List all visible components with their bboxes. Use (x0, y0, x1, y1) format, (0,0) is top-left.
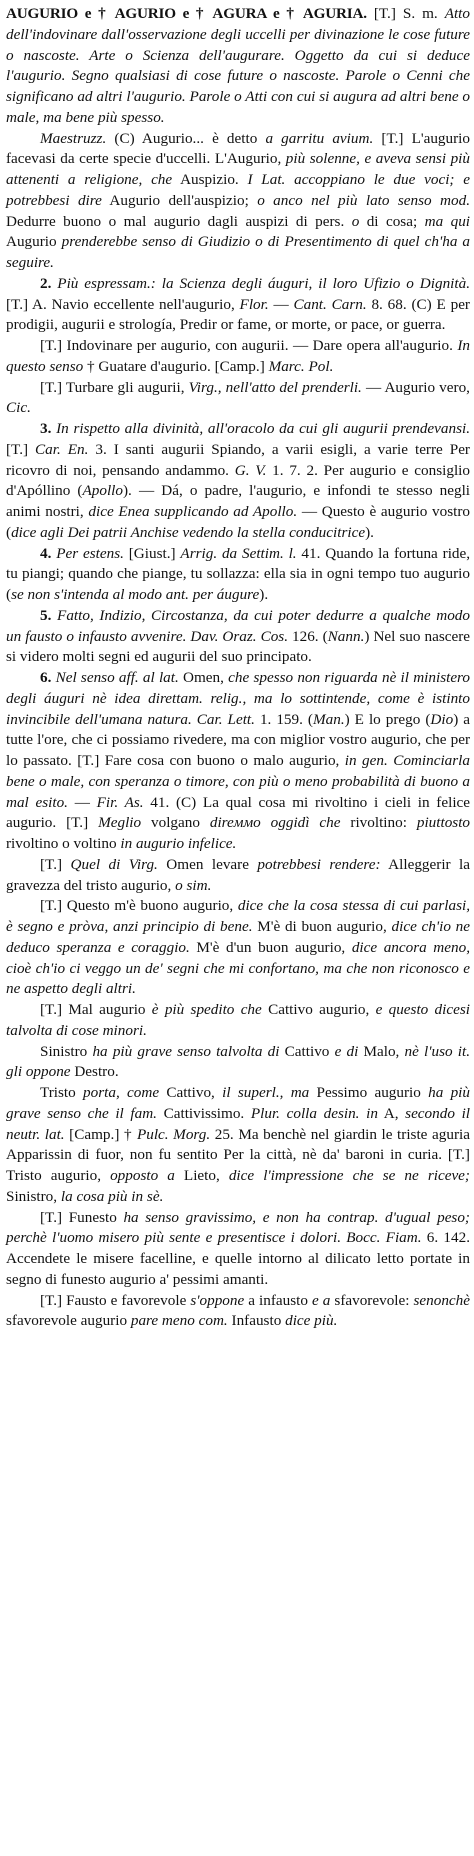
text-run: M'è di buon augurio, (252, 918, 392, 935)
text-run: Auspizio. (172, 171, 248, 188)
text-run: ha senso gravissimo, e non ha contrap. d'ugual peso; perchè l'uomo misero più sente e presentisce i dolori. (6, 1208, 470, 1247)
text-run: opposto a (110, 1167, 175, 1184)
text-run: Quel di Virg. (70, 855, 158, 873)
text-run: direммо (209, 814, 261, 832)
text-run: è più spedito che (151, 1001, 262, 1018)
entry-paragraph (6, 606, 470, 668)
text-run: Infausto (227, 1312, 286, 1330)
text-run: Fatto, Indizio, Circostanza, da cui poter dedurre a qualche modo un fausto o infausto avvenire. (6, 606, 470, 645)
text-run: 1. 7. 2. Per augurio e consiglio d'Apóllino ( (6, 461, 470, 500)
text-run (261, 814, 271, 831)
text-run: pare meno com. (130, 1312, 228, 1330)
text-run: [T.] Mal augurio (40, 1001, 152, 1018)
text-run: — (268, 295, 294, 313)
text-run: più solenne, e aveva sensi più attenenti a religione, che (6, 150, 470, 188)
entry-paragraph (6, 668, 470, 855)
text-run: dice Enea supplicando ad Apollo. (88, 503, 298, 520)
text-run: prenderebbe senso di Giudizio o di Presentimento di quel ch'ha a seguire. (6, 233, 470, 271)
text-run: Alleggerir la gravezza del tristo augurio, (6, 855, 470, 894)
text-run: Virg., nell'atto del prenderli. (188, 378, 362, 396)
text-run: ). (365, 523, 374, 541)
text-run: s'oppone (190, 1291, 245, 1309)
sense-number: 6. (40, 669, 52, 686)
text-run: Augurio (6, 233, 62, 251)
text-run: senonchè (413, 1291, 471, 1309)
text-run: 1. 159. ( (254, 710, 313, 728)
text-run: sfavorevole: (330, 1291, 414, 1309)
text-run: Bocc. Fiam. (346, 1229, 422, 1247)
entry-paragraph (6, 1000, 470, 1042)
text-run: oggidì che (270, 814, 341, 832)
sense-number: 5. (40, 606, 52, 624)
text-run: potrebbesi rendere: (257, 855, 381, 873)
text-run: Nann. (327, 627, 365, 645)
text-run: [T.] Indovinare per augurio, con augurii. — Dare opera all'augurio. (40, 337, 458, 354)
text-run: [T.] Fausto e favorevole (40, 1291, 191, 1309)
text-run: volgano (141, 814, 210, 832)
text-run: — Augurio vero, (361, 378, 470, 396)
text-run: Sinistro (40, 1042, 93, 1060)
text-run: Cant. Carn. (293, 295, 367, 313)
text-run: ha più grave senso talvolta di (92, 1042, 280, 1060)
text-run: Car. En. (35, 440, 89, 458)
entry-definition (6, 4, 470, 129)
text-run: In rispetto alla divinità, all'oracolo da cui gli augurii prendevansi. (56, 420, 471, 437)
text-run: Arrig. da Settim. l. (180, 544, 297, 562)
text-run: piuttosto (416, 814, 471, 832)
text-run: ) E lo prego ( (344, 710, 431, 728)
text-run: ma qui (424, 212, 471, 230)
sense-number: 2. (40, 274, 52, 292)
text-run: rivoltino o voltino (6, 835, 121, 852)
text-run: — (67, 793, 97, 811)
text-run: Dedurre buono o mal augurio dagli auspizi di pers. (6, 212, 352, 230)
text-run: 126. ( (288, 627, 328, 645)
text-run: in gen. Cominciarla bene o male, con speranza o timore, con più o meno probabilità di buono a mal esito. (6, 752, 470, 811)
entry-paragraph (6, 1083, 470, 1208)
text-run: Tristo (40, 1084, 84, 1101)
text-run: I Lat. accoppiano le due voci; e potrebbesi dire (6, 171, 470, 209)
text-run: Marc. Pol. (268, 357, 334, 375)
text-run: Car. Lett. (196, 710, 255, 728)
text-run: [T.] Turbare gli augurii, (40, 378, 189, 396)
text-run: Atto dell'indovinare dall'osservazione degli uccelli per divinazione le cose future o nascoste. Arte o Scienza dell'augurare. Oggetto da cui si deduce l'augurio. Segno qualsiasi di cose future o nascoste. Parole o Cenni che significano ad altri l'augurio. Parole o Atti con cui si augura ad altri bene o male, ma bene più spesso. (6, 5, 470, 126)
text-run: ha più grave senso che il fam. (6, 1084, 470, 1122)
text-run: di cosa; (359, 212, 425, 230)
text-run: o (351, 212, 360, 230)
text-run: [T.] A. Navio eccellente nell'augurio, (6, 295, 240, 313)
text-run: Meglio (98, 814, 142, 832)
text-run: 8. 68. (C) E per prodigii, augurii e strología, Predir or fame, or morte, or pace, or guerra. (6, 295, 470, 334)
text-run: e di (334, 1042, 359, 1060)
text-run: Malo, (358, 1042, 405, 1060)
entry-paragraph (6, 419, 470, 544)
text-run: porta, come (83, 1084, 160, 1101)
text-run: il superl., ma (222, 1084, 310, 1101)
text-run: Man. (312, 710, 345, 728)
text-run: Omen levare (157, 855, 258, 873)
text-run: che spesso non riguarda nè il ministero degli áuguri nè idea direttam. relig., ma lo sottintende, come è istinto invincibile dell'umana natura. (6, 669, 471, 728)
text-run: a garritu avium. (265, 129, 374, 147)
text-run: Fir. As. (96, 793, 144, 811)
text-run: dice che la cosa stessa di cui parlasi, è segno e pròva, anzi principio di bene. (6, 897, 471, 935)
text-run: ) Nel suo nascere si videro molti segni ed augurii del suo principato. (6, 627, 471, 666)
text-run: Pulc. Morg. (136, 1125, 211, 1143)
text-run: e questo dicesi talvolta di cose minori. (6, 1001, 470, 1039)
text-run: 25. Ma benchè nel giardin le triste aguria Apparissin di fuor, non fu sentito Per la città, nè da' baroni in curia. [T.] Tristo augurio, (6, 1125, 470, 1184)
text-run: e a (312, 1291, 331, 1309)
text-run: secondo il neutr. lat. (6, 1104, 471, 1143)
text-run: Più espressam.: la Scienza degli áuguri, il loro Ufizio o Dignità. (57, 274, 470, 292)
text-run: [T.] (6, 440, 36, 458)
text-run: o sim. (175, 876, 212, 894)
text-run: [T.] L'augurio facevasi da certe specie d'uccelli. L'Augurio, (6, 129, 470, 168)
text-run: ). (259, 586, 269, 603)
text-run: G. V. (234, 461, 267, 479)
text-run: M'è d'un buon augurio, (189, 938, 352, 956)
text-run: ). — Dá, o padre, l'augurio, e infondi te stesso negli animi nostri, (6, 482, 471, 520)
text-run: Cattivo (279, 1042, 335, 1060)
text-run: dice l'impressione che se ne riceve; (228, 1167, 470, 1184)
text-run: se non s'intenda al modo ant. per áugure (11, 586, 260, 603)
text-run: dice ch'io ne deduco speranza e coraggio. (6, 918, 470, 956)
text-run: Augurio dell'auspizio; (101, 191, 258, 209)
text-run: a infausto (244, 1291, 312, 1309)
text-run: In questo senso (6, 337, 470, 375)
text-run: [T.] Questo m'è buono augurio, (40, 897, 238, 915)
entry-paragraph (6, 274, 470, 336)
text-run: Cic. (6, 399, 31, 417)
text-run: Cattivo, (159, 1084, 223, 1101)
text-run: Per estens. (56, 544, 124, 562)
text-run: la cosa più in sè. (60, 1187, 164, 1205)
entry-paragraph (6, 855, 470, 897)
text-run: (C) Augurio... è detto (106, 129, 266, 147)
entry-paragraph (6, 544, 470, 606)
entry-paragraph (6, 1291, 470, 1333)
text-run: Cattivo augurio, (261, 1001, 376, 1018)
dictionary-entry-augurio (6, 4, 470, 1332)
text-run: 6. 142. Accendete le misere facelline, e quelle intorno al dilicato letto portate in segno di funesto augurio a' pessimi amanti. (6, 1229, 470, 1288)
text-run: [T.] Funesto (40, 1208, 124, 1226)
text-run: Flor. (239, 295, 269, 313)
entry-paragraph (6, 1208, 470, 1291)
text-run: Dio (430, 710, 454, 728)
text-run: Dav. Oraz. Cos. (190, 627, 289, 645)
text-run: † Guatare d'augurio. [Camp.] (83, 357, 269, 375)
sense-number: 3. (40, 420, 52, 437)
text-run: Destro. (70, 1063, 119, 1081)
entry-headword: AUGURIO e † AGURIO e † AGURA e † AGURIA. (6, 5, 367, 22)
text-run: ) a tutte l'ore, che ci possiamo rivedere, ma con miglior vostro augurio, che per lo passato. [T.] Fare cosa con buono o malo augurio, (6, 710, 470, 769)
text-run: Plur. colla desin. in (250, 1104, 378, 1122)
entry-paragraph (6, 336, 470, 378)
entry-paragraph (6, 1042, 470, 1084)
text-run: Lieto, (174, 1167, 229, 1184)
text-run: dice ancora meno, cioè ch'io ci veggo un de' segni che mi confortano, ma che non riconosco e ne aspetto degli altri. (6, 938, 470, 998)
text-run: 3. I santi augurii Spiando, a varii esigli, a varie terre Per ricovro di noi, pensando andammo. (6, 440, 470, 479)
text-run: Pessimo augurio (309, 1084, 429, 1101)
text-run: [T.] (40, 855, 71, 873)
text-run: 41. Quando la fortuna ride, tu piangi; quando che piange, tu sollazza: ella sia in ogni tempo tuo augurio ( (6, 544, 471, 603)
text-run: Apollo (82, 482, 123, 500)
text-run: [Camp.] † (64, 1125, 137, 1143)
text-run: [T.] S. m. (366, 5, 445, 22)
text-run: [Giust.] (123, 544, 181, 562)
text-run: A, (377, 1104, 406, 1122)
text-run: — Questo è augurio vostro ( (6, 503, 470, 541)
entry-paragraph (6, 129, 470, 274)
text-run: dice agli Dei patrii Anchise vedendo la stella conducitrice (11, 523, 366, 541)
text-run: 41. (C) La qual cosa mi rivoltino i cieli in felice augurio. [T.] (6, 793, 471, 832)
entry-paragraph (6, 378, 470, 420)
text-run: o anco nel più lato senso mod. (257, 191, 470, 209)
text-run: Sinistro, (6, 1187, 61, 1205)
text-run: dice più. (285, 1312, 338, 1330)
text-run: Omen, (178, 669, 229, 686)
text-run: nè l'uso it. gli oppone (6, 1042, 471, 1081)
text-run: Maestruzz. (40, 129, 107, 147)
text-run: sfavorevole augurio (6, 1312, 131, 1330)
text-run: rivoltino: (340, 814, 417, 832)
entry-paragraph (6, 896, 470, 1000)
sense-number: 4. (40, 544, 52, 562)
text-run: Nel senso aff. al lat. (55, 669, 179, 686)
text-run: Cattivissimo. (156, 1104, 251, 1122)
text-run: in augurio infelice. (120, 835, 237, 852)
